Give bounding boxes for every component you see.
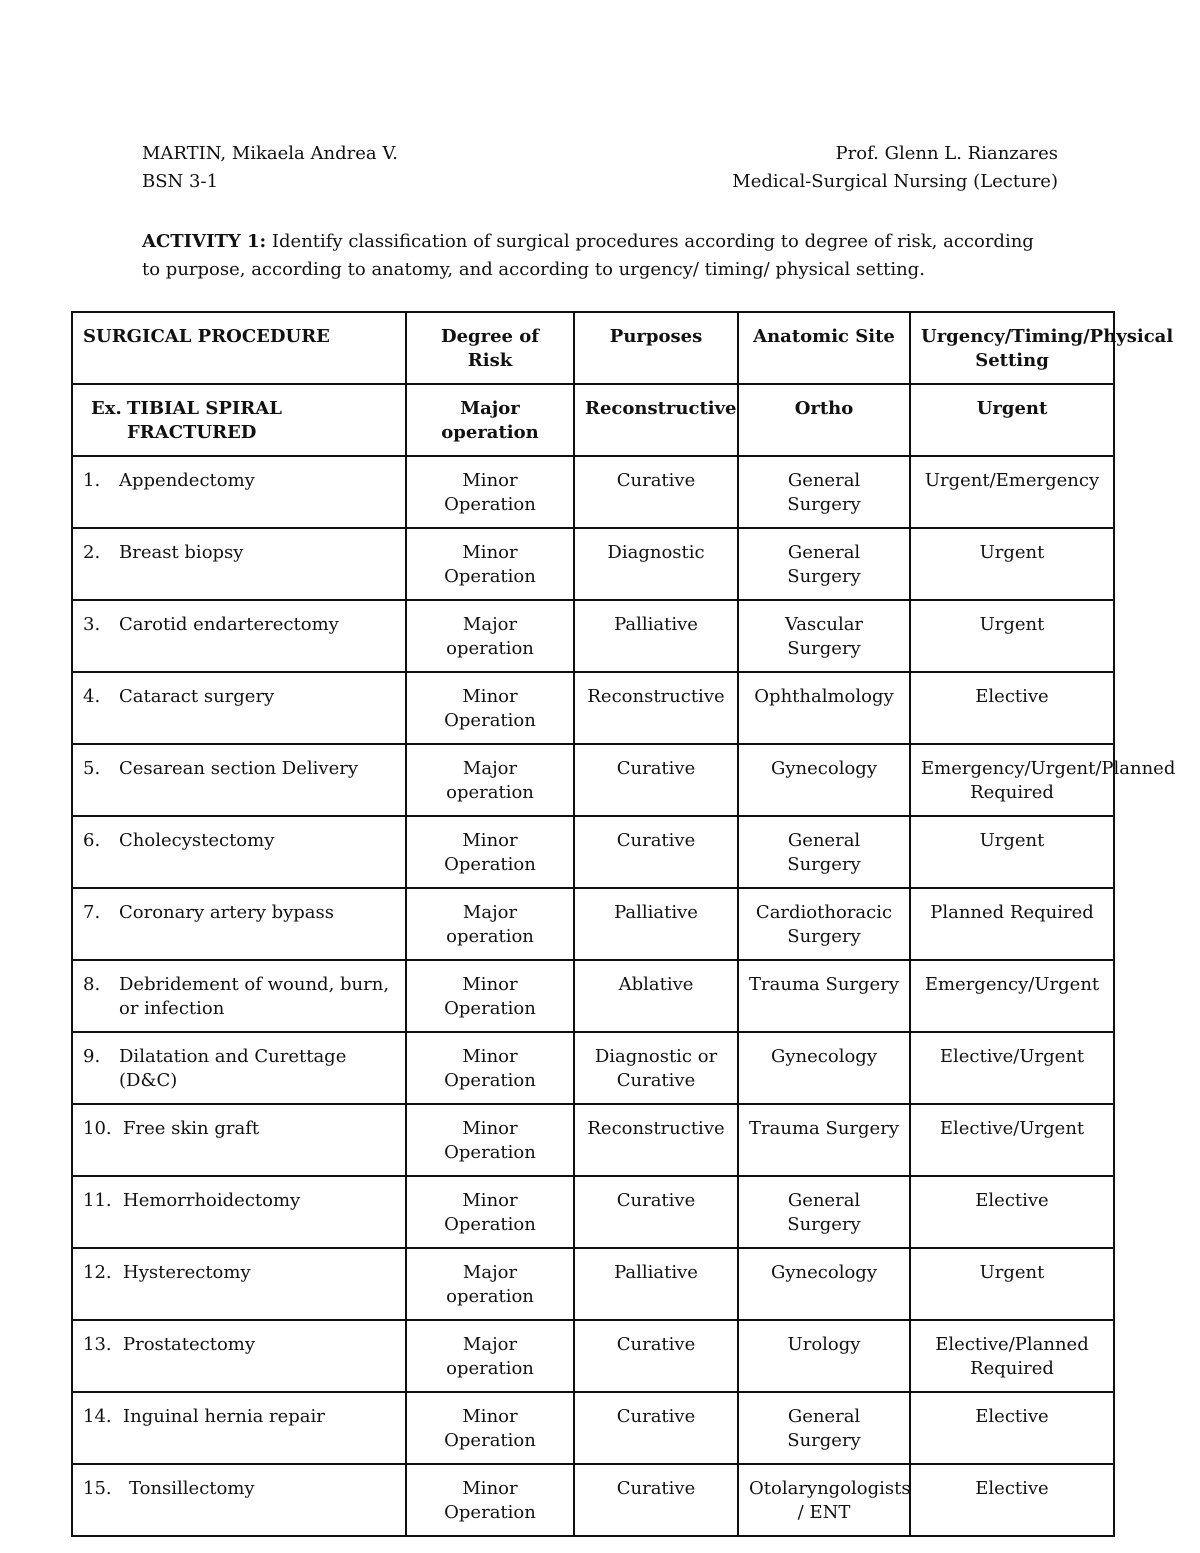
column-header-procedure: SURGICAL PROCEDURE: [72, 312, 406, 384]
procedure-cell: [72, 528, 406, 600]
urgency-cell: Elective: [910, 672, 1114, 744]
procedure-number: 3.: [83, 614, 101, 635]
activity-text: Identify classification of surgical procedures according to degree of risk, according to purpose, according to anatomy, and according to urgency/ timing/ physical setting.: [142, 231, 1034, 280]
anatomic-site-cell: Vascular Surgery: [738, 600, 910, 672]
urgency-cell: Elective: [910, 1392, 1114, 1464]
degree-of-risk-cell: Major operation: [406, 888, 574, 960]
purpose-cell: Curative: [574, 1176, 738, 1248]
procedure-cell: [72, 744, 406, 816]
column-header-urgency: Urgency/Timing/Physical Setting: [910, 312, 1114, 384]
table-row: [72, 1176, 1114, 1248]
procedure-cell: [72, 1248, 406, 1320]
procedure-name: Appendectomy: [119, 470, 255, 491]
procedure-name: Dilatation and Curettage (D&C): [119, 1046, 347, 1091]
course-name: Medical-Surgical Nursing (Lecture): [732, 171, 1058, 192]
column-header-purposes: Purposes: [574, 312, 738, 384]
urgency-cell: Urgent: [910, 816, 1114, 888]
urgency-cell: Elective: [910, 1176, 1114, 1248]
purpose-cell: Palliative: [574, 1248, 738, 1320]
student-section: BSN 3-1: [142, 171, 219, 192]
anatomic-site-cell: Trauma Surgery: [738, 1104, 910, 1176]
header-line-1: [142, 142, 1058, 166]
header-line-2: [142, 170, 1058, 194]
procedure-number: 6.: [83, 830, 101, 851]
procedure-number: 11.: [83, 1190, 112, 1211]
procedure-cell: [72, 1104, 406, 1176]
example-site: Ortho: [738, 384, 910, 456]
degree-of-risk-cell: Minor Operation: [406, 1032, 574, 1104]
column-header-risk: Degree of Risk: [406, 312, 574, 384]
anatomic-site-cell: General Surgery: [738, 816, 910, 888]
table-row: [72, 1392, 1114, 1464]
procedure-name: Prostatectomy: [123, 1334, 256, 1355]
procedure-name: Hysterectomy: [123, 1262, 251, 1283]
procedure-name: Cholecystectomy: [119, 830, 275, 851]
example-procedure-line1: TIBIAL SPIRAL: [127, 398, 282, 419]
example-risk: Major operation: [406, 384, 574, 456]
anatomic-site-cell: Cardiothoracic Surgery: [738, 888, 910, 960]
degree-of-risk-cell: Major operation: [406, 744, 574, 816]
purpose-cell: Diagnostic or Curative: [574, 1032, 738, 1104]
procedure-cell: [72, 816, 406, 888]
purpose-cell: Curative: [574, 456, 738, 528]
activity-label: ACTIVITY 1:: [142, 231, 267, 252]
anatomic-site-cell: Gynecology: [738, 1248, 910, 1320]
urgency-cell: Urgent: [910, 1248, 1114, 1320]
example-urgency: Urgent: [910, 384, 1114, 456]
degree-of-risk-cell: Minor Operation: [406, 528, 574, 600]
table-row: [72, 1104, 1114, 1176]
procedure-name: Hemorrhoidectomy: [123, 1190, 301, 1211]
procedure-name: Cesarean section Delivery: [119, 758, 359, 779]
anatomic-site-cell: Ophthalmology: [738, 672, 910, 744]
procedure-cell: [72, 1176, 406, 1248]
professor-name: Prof. Glenn L. Rianzares: [835, 143, 1058, 164]
example-procedure: [72, 384, 406, 456]
procedure-number: 9.: [83, 1046, 101, 1067]
example-row: [72, 384, 1114, 456]
degree-of-risk-cell: Minor Operation: [406, 1104, 574, 1176]
degree-of-risk-cell: Major operation: [406, 600, 574, 672]
table-row: [72, 528, 1114, 600]
student-name: MARTIN, Mikaela Andrea V.: [142, 143, 398, 164]
degree-of-risk-cell: Minor Operation: [406, 1392, 574, 1464]
degree-of-risk-cell: Minor Operation: [406, 1176, 574, 1248]
procedure-cell: [72, 1392, 406, 1464]
procedure-name: Tonsillectomy: [129, 1478, 255, 1499]
anatomic-site-cell: General Surgery: [738, 1176, 910, 1248]
purpose-cell: Curative: [574, 1320, 738, 1392]
anatomic-site-cell: Gynecology: [738, 744, 910, 816]
procedure-name: Free skin graft: [123, 1118, 260, 1139]
purpose-cell: Curative: [574, 816, 738, 888]
example-procedure-line2: FRACTURED: [127, 422, 257, 443]
table-row: [72, 888, 1114, 960]
procedure-name: Breast biopsy: [119, 542, 244, 563]
purpose-cell: Palliative: [574, 888, 738, 960]
example-prefix: Ex.: [91, 398, 122, 419]
degree-of-risk-cell: Major operation: [406, 1320, 574, 1392]
urgency-cell: Planned Required: [910, 888, 1114, 960]
procedure-name: Carotid endarterectomy: [119, 614, 339, 635]
procedure-cell: [72, 1464, 406, 1536]
degree-of-risk-cell: Minor Operation: [406, 672, 574, 744]
procedure-number: 5.: [83, 758, 101, 779]
example-purpose: Reconstructive: [574, 384, 738, 456]
procedure-cell: [72, 1320, 406, 1392]
anatomic-site-cell: Trauma Surgery: [738, 960, 910, 1032]
purpose-cell: Palliative: [574, 600, 738, 672]
anatomic-site-cell: General Surgery: [738, 1392, 910, 1464]
table-row: [72, 1032, 1114, 1104]
purpose-cell: Curative: [574, 1464, 738, 1536]
table-row: [72, 600, 1114, 672]
table-header-row: [72, 312, 1114, 384]
urgency-cell: Elective/Urgent: [910, 1032, 1114, 1104]
surgical-procedures-table: [71, 311, 1176, 1537]
column-header-anatomic-site: Anatomic Site: [738, 312, 910, 384]
purpose-cell: Ablative: [574, 960, 738, 1032]
procedure-number: 15.: [83, 1478, 112, 1499]
anatomic-site-cell: General Surgery: [738, 456, 910, 528]
table-row: [72, 456, 1114, 528]
urgency-cell: Urgent: [910, 600, 1114, 672]
purpose-cell: Diagnostic: [574, 528, 738, 600]
procedure-cell: [72, 1032, 406, 1104]
degree-of-risk-cell: Minor Operation: [406, 456, 574, 528]
procedure-name: Debridement of wound, burn, or infection: [119, 974, 390, 1019]
procedure-number: 4.: [83, 686, 101, 707]
degree-of-risk-cell: Minor Operation: [406, 816, 574, 888]
table-row: [72, 816, 1114, 888]
anatomic-site-cell: Urology: [738, 1320, 910, 1392]
urgency-cell: Emergency/Urgent: [910, 960, 1114, 1032]
procedure-name: Coronary artery bypass: [119, 902, 335, 923]
procedure-name: Inguinal hernia repair: [123, 1406, 325, 1427]
urgency-cell: Elective/Urgent: [910, 1104, 1114, 1176]
purpose-cell: Curative: [574, 744, 738, 816]
table-row: [72, 960, 1114, 1032]
anatomic-site-cell: Gynecology: [738, 1032, 910, 1104]
table-row: [72, 1320, 1114, 1392]
procedure-number: 12.: [83, 1262, 112, 1283]
purpose-cell: Curative: [574, 1392, 738, 1464]
procedure-rows: [72, 456, 1176, 1536]
urgency-cell: Elective: [910, 1464, 1114, 1536]
procedure-number: 10.: [83, 1118, 112, 1139]
procedure-number: 7.: [83, 902, 101, 923]
degree-of-risk-cell: Major operation: [406, 1248, 574, 1320]
table-row: [72, 1248, 1114, 1320]
anatomic-site-cell: Otolaryngologists / ENT: [738, 1464, 910, 1536]
urgency-cell: Urgent: [910, 528, 1114, 600]
procedure-number: 1.: [83, 470, 101, 491]
urgency-cell: Emergency/Urgent/Planned Required: [910, 744, 1114, 816]
procedure-cell: [72, 888, 406, 960]
anatomic-site-cell: General Surgery: [738, 528, 910, 600]
procedure-cell: [72, 672, 406, 744]
table-row: [72, 744, 1114, 816]
table-row: [72, 1464, 1114, 1536]
procedure-number: 2.: [83, 542, 101, 563]
procedure-cell: [72, 456, 406, 528]
degree-of-risk-cell: Minor Operation: [406, 960, 574, 1032]
procedure-cell: [72, 600, 406, 672]
activity-instructions: [142, 228, 1042, 284]
procedure-number: 8.: [83, 974, 101, 995]
procedure-number: 13.: [83, 1334, 112, 1355]
procedure-name: Cataract surgery: [119, 686, 275, 707]
urgency-cell: Urgent/Emergency: [910, 456, 1114, 528]
procedure-number: 14.: [83, 1406, 112, 1427]
table-row: [72, 672, 1114, 744]
purpose-cell: Reconstructive: [574, 672, 738, 744]
purpose-cell: Reconstructive: [574, 1104, 738, 1176]
procedure-cell: [72, 960, 406, 1032]
urgency-cell: Elective/Planned Required: [910, 1320, 1114, 1392]
degree-of-risk-cell: Minor Operation: [406, 1464, 574, 1536]
